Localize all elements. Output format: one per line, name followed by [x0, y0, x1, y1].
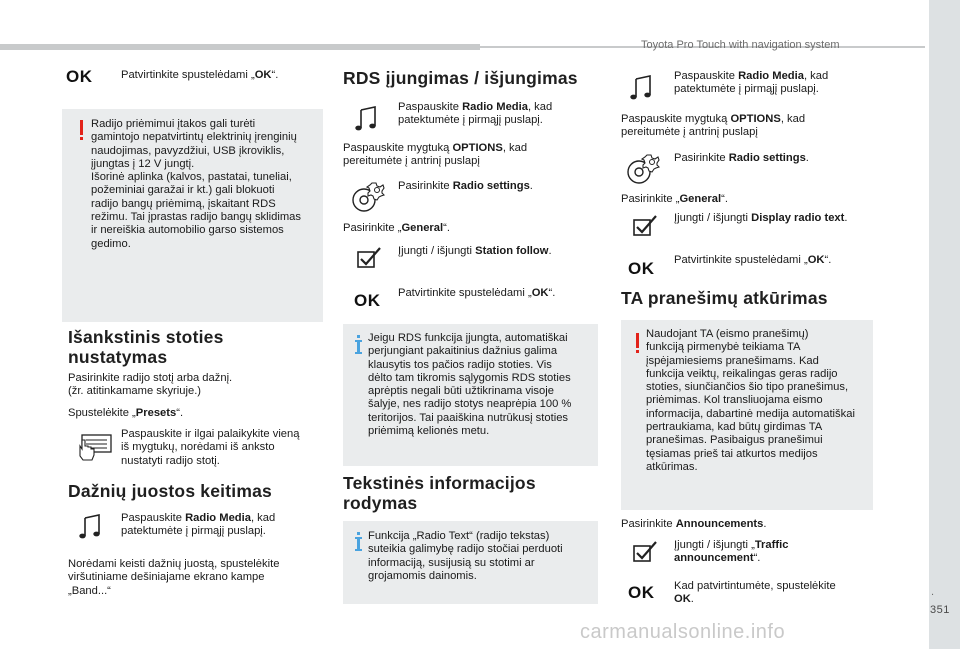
info-text: Jeigu RDS funkcija įjungta, automatiškai perjungiant pakaitinius dažnius galima klausytis tos pačios radijo stoties. Vis dėlto tam tikromis sąlygomis RDS stoties aprėptis negali būti užtikrinama visoje šalyje, nes radijo stotys neaprėpia 100 % teritorijos. Tai paaiškina nutrūkusį stoties priėmimą kelionės metu. — [368, 332, 572, 438]
info-box-radio-text — [343, 521, 598, 604]
music-note-icon — [78, 514, 102, 540]
warning-text: Naudojant TA (eismo pranešimų) funkciją pirmenybė teikiama TA įspėjamiesiems pranešimams. Kad funkcija veiktų, reikalingas geras radijo stoties, siunčiančios šio tipo pranešimus, priėmimas. Kol transliuojama eismo informacija, dabartinė medija automatiškai pertraukiama, kad būtų girdimas TA pranešimas. Pasibaigus pranešimui tęsiamas prieš tai atkurtos medijos atkūrimas. — [646, 328, 855, 473]
header-title: Toyota Pro Touch with navigation system — [641, 39, 840, 51]
warning-icon — [80, 120, 83, 135]
radio-settings-icon — [626, 152, 660, 186]
press-hold-text: Paspauskite ir ilgai palaikykite vieną iš mygtukų, norėdami iš anksto nustatyti radijo stotį. — [121, 428, 300, 467]
col3-confirm-ok-text: Patvirtinkite spustelėdami „OK“. — [674, 254, 832, 266]
display-radio-text-text: Įjungti / išjungti Display radio text. — [674, 212, 848, 224]
confirm-ok-text: Patvirtinkite spustelėdami „OK“. — [121, 69, 279, 81]
rds-confirm-ok-text: Patvirtinkite spustelėdami „OK“. — [398, 287, 556, 299]
section-title-ta: TA pranešimų atkūrimas — [621, 288, 828, 308]
info-text: Funkcija „Radio Text“ (radijo tekstas) suteikia galimybę radijo stočiai perduoti informaciją, susijusią su stotimi ar grojamomis dainomis. — [368, 530, 563, 582]
ok-icon: OK — [354, 291, 381, 310]
col3-confirm-ok2-text: Kad patvirtintumėte, spustelėkite OK. — [674, 580, 836, 606]
col3-options-text: Paspauskite mygtuką OPTIONS, kad pereitumėte į antrinį puslapį — [621, 113, 806, 139]
rds-radio-settings-text: Pasirinkite Radio settings. — [398, 180, 533, 192]
info-box-rds — [343, 324, 598, 466]
station-follow-text: Įjungti / išjungti Station follow. — [398, 245, 552, 257]
rds-options-text: Paspauskite mygtuką OPTIONS, kad pereitumėte į antrinį puslapį — [343, 142, 528, 168]
presets-instruction: Spustelėkite „Presets“. — [68, 407, 184, 419]
col3-general-text: Pasirinkite „General“. — [621, 193, 728, 205]
traffic-announcement-text: Įjungti / išjungti „Traffic announcement“. — [674, 539, 789, 565]
warning-box-radio-reception — [62, 109, 323, 322]
col3-radio-media-text: Paspauskite Radio Media, kad patektumėte į pirmąjį puslapį. — [674, 70, 829, 96]
rds-radio-media-text: Paspauskite Radio Media, kad patektumėte į pirmąjį puslapį. — [398, 101, 553, 127]
checkbox-icon — [356, 246, 382, 270]
music-note-icon — [354, 106, 378, 132]
section-title-text-info: Tekstinės informacijos rodymas — [343, 473, 536, 513]
ok-icon: OK — [66, 67, 93, 86]
announcements-text: Pasirinkite Announcements. — [621, 518, 767, 530]
page-number: 351 — [930, 604, 950, 616]
preset-list-hand-icon — [72, 432, 114, 462]
warning-box-ta — [621, 320, 873, 510]
warning-text: Radijo priėmimui įtakos gali turėti gamintojo nepatvirtintų elektrinių įrenginių naudojimas, pavyzdžiui, USB įkroviklis, įjungtas į 12 V jungtį. Išorinė aplinka (kalvos, pastatai, tuneliai, požeminiai garažai ir kt.) gali blokuoti radijo bangų priėmimą, įskaitant RDS režimu. Tai įprastas radijo bangų sklidimas ir nereiškia automobilio garso sistemos gedimo. — [91, 118, 301, 250]
rds-general-text: Pasirinkite „General“. — [343, 222, 450, 234]
watermark: carmanualsonline.info — [580, 621, 786, 643]
radio-media-text: Paspauskite Radio Media, kad patektumėte į pirmąjį puslapį. — [121, 512, 276, 538]
checkbox-icon — [632, 540, 658, 564]
section-title-presets: Išankstinis stoties nustatymas — [68, 327, 224, 367]
section-title-rds: RDS įjungimas / išjungimas — [343, 68, 578, 88]
ok-icon: OK — [628, 259, 655, 278]
preset-instructions: Pasirinkite radijo stotį arba dažnį. (žr. atitinkamame skyriuje.) — [68, 372, 233, 398]
header-rule — [0, 44, 480, 50]
page-bullet: . — [931, 586, 935, 598]
warning-icon — [636, 333, 639, 348]
checkbox-icon — [632, 214, 658, 238]
music-note-icon — [629, 75, 653, 101]
ok-icon: OK — [628, 583, 655, 602]
page-edge-bar — [929, 0, 960, 649]
band-change-text: Norėdami keisti dažnių juostą, spustelėkite viršutiniame dešiniajame ekrano kampe „Band...“ — [68, 558, 280, 597]
radio-settings-icon — [351, 180, 385, 214]
col3-radio-settings-text: Pasirinkite Radio settings. — [674, 152, 809, 164]
section-title-band: Dažnių juostos keitimas — [68, 481, 272, 501]
